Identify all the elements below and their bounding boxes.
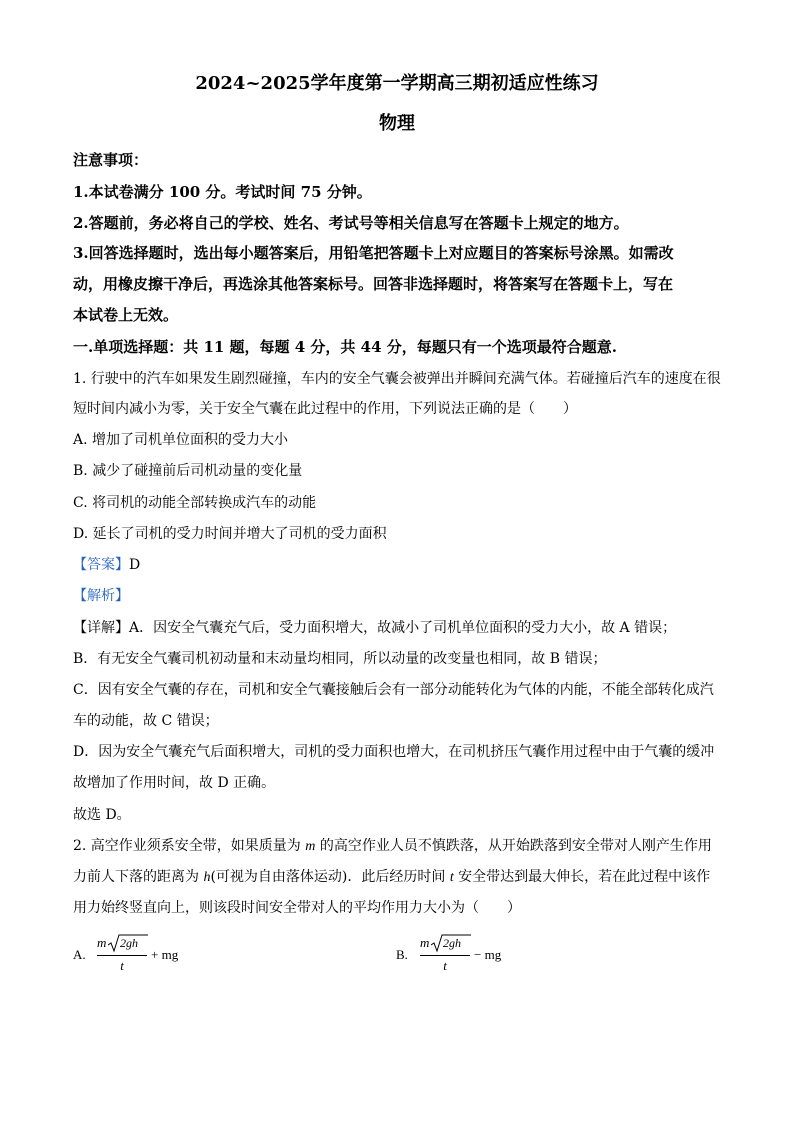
fraction-denominator: t (120, 958, 124, 973)
option-letter: B. (396, 947, 408, 962)
fraction (97, 933, 147, 977)
detail-line: 车的动能，故 C 错误； (73, 713, 219, 729)
answer-row (73, 555, 140, 575)
section-heading: 一.单项选择题：共 11 题，每题 4 分，共 44 分，每题只有一个选项最符合题意. (73, 338, 617, 356)
question-1-option-b: B. 减少了碰撞前后司机动量的变化量 (73, 463, 303, 479)
answer-value: D (129, 557, 141, 573)
notice-item: 本试卷上无效。 (73, 306, 179, 324)
notice-item: 1.本试卷满分 100 分。考试时间 75 分钟。 (73, 183, 372, 201)
answer-tag: 【答案】 (73, 557, 129, 573)
option-letter: A. (73, 947, 86, 962)
question-1-stem: 1. 行驶中的汽车如果发生剧烈碰撞，车内的安全气囊会被弹出并瞬间充满气体。若碰撞后汽车的速度在很 (73, 371, 721, 387)
notice-item: 3.回答选择题时，选出每小题答案后，用铅笔把答题卡上对应题目的答案标号涂黑。如需改 (73, 244, 674, 262)
analysis-tag: 【解析】 (73, 588, 129, 604)
fraction (420, 933, 470, 977)
fraction-numerator: m 2gh (97, 933, 147, 953)
notice-heading: 注意事项： (73, 151, 149, 169)
question-1-option-d: D. 延长了司机的受力时间并增大了司机的受力面积 (73, 526, 387, 542)
time-symbol: t (449, 870, 454, 885)
question-2-option-a (73, 933, 213, 979)
question-2-option-b (396, 933, 536, 979)
fraction-bar (97, 955, 147, 956)
question-2-stem: 力前人下落的距离为 h(可视为自由落体运动)．此后经历时间 t 安全带达到最大伸长，若在此过程中该作 (73, 869, 711, 885)
notice-item: 2.答题前，务必将自己的学校、姓名、考试号等相关信息写在答题卡上规定的地方。 (73, 214, 629, 232)
detail-line: B．有无安全气囊司机初动量和末动量均相同，所以动量的改变量也相同，故 B 错误； (73, 651, 607, 667)
fraction-numerator: m 2gh (420, 933, 470, 953)
question-2-stem: 2. 高空作业须系安全带，如果质量为 m 的高空作业人员不慎跌落，从开始跌落到安全带对人刚产生作用 (73, 838, 712, 854)
height-symbol: h (203, 870, 211, 885)
formula-tail: − mg (474, 947, 502, 962)
question-1-stem: 短时间内减小为零，关于安全气囊在此过程中的作用，下列说法正确的是（ ） (73, 401, 577, 417)
detail-line: D．因为安全气囊充气后面积增大，司机的受力面积也增大，在司机挤压气囊作用过程中由于气囊的缓冲 (73, 744, 715, 760)
mass-symbol: m (305, 839, 316, 854)
analysis-row (73, 586, 129, 606)
question-1-option-c: C. 将司机的动能全部转换成汽车的动能 (73, 495, 317, 511)
formula-tail: + mg (151, 947, 179, 962)
detail-tag: 【详解】 (73, 620, 129, 636)
question-1-option-a: A. 增加了司机单位面积的受力大小 (73, 432, 289, 448)
exam-title: 2024~2025学年度第一学期高三期初适应性练习 (195, 73, 599, 94)
notice-item: 动，用橡皮擦干净后，再选涂其他答案标号。回答非选择题时，将答案写在答题卡上，写在 (73, 275, 674, 293)
question-2-stem: 用力始终竖直向上，则该段时间安全带对人的平均作用力大小为（ ） (73, 900, 521, 916)
fraction-denominator: t (443, 958, 447, 973)
detail-row (73, 618, 676, 638)
fraction-bar (420, 955, 470, 956)
subject-title: 物理 (379, 113, 415, 134)
detail-line: C．因有安全气囊的存在，司机和安全气囊接触后会有一部分动能转化为气体的内能，不能全部转化成汽 (73, 682, 714, 698)
detail-line: 故选 D。 (73, 807, 131, 823)
detail-line: A．因安全气囊充气后，受力面积增大，故减小了司机单位面积的受力大小，故 A 错误； (129, 620, 677, 636)
detail-line: 故增加了作用时间，故 D 正确。 (73, 775, 276, 791)
